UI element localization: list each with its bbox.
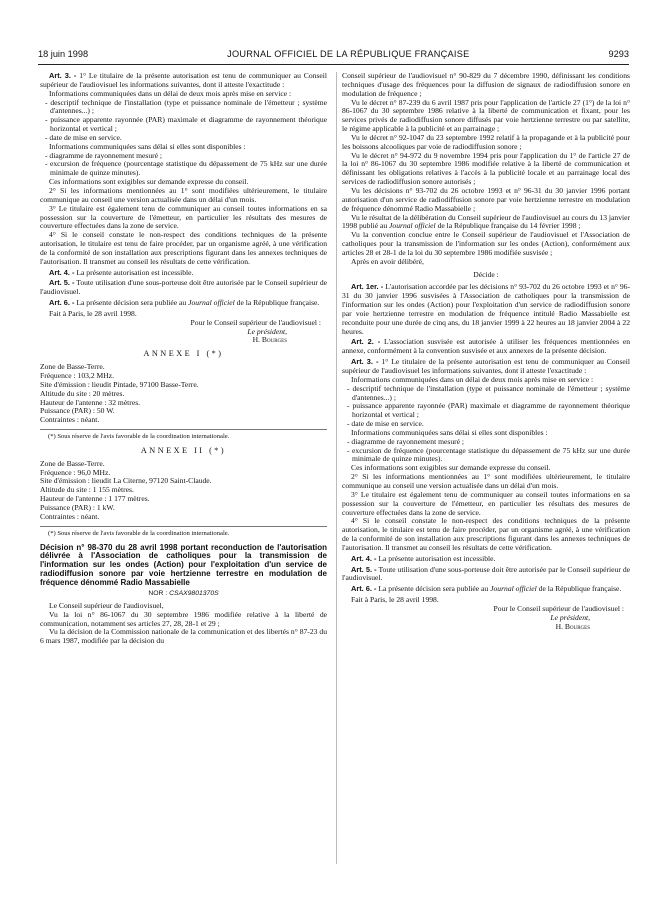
info-item: - puissance apparente rayonnée (PAR) maximale et diagramme de rayonnement théorique horizontal et vertical ; [347,401,630,420]
article-6-label: Art. 6. - [351,584,377,594]
article-5-text: Toute utilisation d'une sous-porteuse doit être autorisée par le Conseil supérieur de l'audiovisuel. [40,278,327,297]
article-5-label: Art. 5. - [351,564,377,574]
decide-heading: Décide : [473,269,499,279]
info-intro: Informations communiquées dans un délai de deux mois après mise en service : [49,88,292,98]
article-4-label: Art. 4. - [49,267,75,277]
article-2-label: Art. 2. - [351,337,381,347]
annex-2-title: ANNEXE II (*) [140,445,227,455]
vu-decret-94-972: Vu le décret n° 94-972 du 9 novembre 1994 pris pour l'application du 1° de l'article 27 de la loi n° 86-1067 du 30 septembre 1986 modifiée relative à la liberté de communication et définissant les obligations relatives à l'accès à la publicité locale et au parrainage local des services de radiodiffusion sonore autorisés ; [342,150,630,187]
nor-code: CSAX9801370S [169,590,219,598]
nor-label: NOR : [148,590,168,598]
article-4-text: La présente autorisation est incessible. [76,267,194,277]
conseil-intro: Le Conseil supérieur de l'audiovisuel, [49,600,164,610]
annex-2-line: Zone de Basse-Terre. [40,458,105,468]
annex-2-footnote: (*) Sous réserve de l'avis favorable de la coordination internationale. [48,529,230,537]
article-5-label: Art. 5. - [49,278,75,288]
journal-officiel-ref: Journal officiel [188,298,235,308]
annex-1-line: Altitude du site : 20 mètres. [40,388,125,398]
para-2: 2° Si les informations mentionnées au 1° sont modifiées ultérieurement, le titulaire communique au conseil une version actualisée dans un délai d'un mois. [40,185,327,204]
annex-1-line: Puissance (PAR) : 50 W. [40,406,115,416]
annex-1-title: ANNEXE I (*) [143,349,224,359]
continued-paragraph: Conseil supérieur de l'audiovisuel n° 90-829 du 7 décembre 1990, définissant les conditions techniques d'usage des fréquences pour la diffusion de signaux de radiodiffusion sonore en modulation de fréquence ; [342,71,630,98]
article-6-text-b: de la République française. [538,584,622,594]
article-6-text-b: de la République française. [236,298,320,308]
annex-1-line: Zone de Basse-Terre. [40,362,105,372]
annex-1-line: Fréquence : 103,2 MHz. [40,371,115,380]
para-3: 3° Le titulaire est également tenu de communiquer au conseil toutes informations en sa possession sur la couverture de l'émetteur, en particulier les résultats des mesures de couverture effectuées dans la zone de service. [342,489,630,517]
annex-2-line: Fréquence : 96,0 MHz. [40,467,111,477]
le-president: Le président, [550,612,590,622]
article-4-label: Art. 4. - [351,553,377,563]
fait-a-paris: Fait à Paris, le 28 avril 1998. [351,595,439,605]
fait-a-paris: Fait à Paris, le 28 avril 1998. [49,308,137,318]
para-2: 2° Si les informations mentionnées au 1° sont modifiées ultérieurement, le titulaire communique au conseil une version actualisée dans un délai d'un mois. [342,472,630,490]
article-3-label: Art. 3. - [351,357,379,367]
info2-item: - diagramme de rayonnement mesuré ; [347,436,465,446]
info2-item: - excursion de fréquence (pourcentage statistique du dépassement de 75 kHz sur une durée minimale de quinze minutes). [347,445,630,464]
article-3-paragraph [40,72,327,90]
vu-decret-92-1047: Vu le décret n° 92-1047 du 23 septembre 1992 relatif à la propagande et à la publicité pour les boissons alcooliques par voie de radiodiffusion sonore ; [342,132,630,151]
annex-1-line: Contraintes : néant. [40,415,100,425]
vu-resultat-text-a: Vu le résultat de la délibération du Conseil supérieur de l'audiovisuel au cours du 13 janvier 1998 publié au [342,212,630,231]
vu-decision-cncl: Vu la décision de la Commission nationale de la communication et des libertés n° 87-23 du 6 mars 1987, modifiée par la décision du [40,627,327,646]
article-6-paragraph [40,299,327,308]
article-5-paragraph [40,279,327,297]
info-item: - descriptif technique de l'installation (type et puissance nominale de l'émetteur ; système d'antennes...) ; [347,383,630,402]
column-divider [336,72,337,864]
nor-reference [40,590,327,599]
article-6-text-a: La présente décision sera publiée au [378,584,489,594]
info-item: - descriptif technique de l'installation (type et puissance nominale de l'émetteur ; système d'antennes...) ; [45,97,327,116]
vu-decret-87-239: Vu le décret n° 87-239 du 6 avril 1987 pris pour l'application de l'article 27 (1°) de la loi n° 86-1067 du 30 septembre 1986 relative à la liberté de communication et fixant, pour les services privés de radiodiffusion sonore diffusés par voie hertzienne terrestre ou par satellite, le régime applicable à la publicité et au parrainage ; [342,97,630,134]
article-4-paragraph [342,555,630,564]
annex-2-line: Contraintes : néant. [40,511,100,521]
article-4-text: La présente autorisation est incessible. [378,553,496,563]
article-5-paragraph [342,566,630,584]
le-president: Le président, [247,326,287,336]
decision-title: Décision n° 98-370 du 28 avril 1998 portant reconduction de l'autorisation délivrée à l'Association de catholiques pour la transmission de l'information sur les ondes (Action) pour l'exploitation d'un service de radiodiffusion sonore par voie hertzienne terrestre en modulation de fréquence dénommé Radio Massabielle [40,542,327,588]
journal-officiel-ref: Journal officiel [389,221,436,231]
pour-le-conseil: Pour le Conseil supérieur de l'audiovisuel : [493,603,624,613]
annex-1-line: Site d'émission : lieudit Pintade, 97100 Basse-Terre. [40,379,199,389]
para-3: 3° Le titulaire est également tenu de communiquer au conseil toutes informations en sa possession sur la couverture de l'émetteur, en particulier les résultats des mesures de couverture effectuées dans la zone de service. [40,203,327,231]
annex-1-footnote: (*) Sous réserve de l'avis favorable de la coordination internationale. [48,433,230,441]
article-1-paragraph [342,283,630,336]
info2-intro: Informations communiquées sans délai si elles sont disponibles : [351,427,548,437]
vu-resultat-text-b: de la République française du 14 février 1998 ; [437,221,581,231]
article-2-text: L'association susvisée est autorisée à utiliser les fréquences mentionnées en annexe, conformément à la convention susvisée et aux annexes de la présente décision. [342,337,630,356]
vu-resultat-deliberation [342,214,630,232]
article-6-label: Art. 6. - [49,298,75,308]
annex-2-line: Hauteur de l'antenne : 1 177 mètres. [40,494,150,504]
page-header [38,49,629,63]
apres-deliberation: Après en avoir délibéré, [351,256,424,266]
info-item: - date de mise en service. [45,132,122,142]
signature: H. Bourges [252,335,287,345]
para-exigibles: Ces informations sont exigibles sur demande expresse du conseil. [351,463,551,473]
article-1-text: L'autorisation accordée par les décisions n° 93-702 du 26 octobre 1993 et n° 96-31 du 30 janvier 1996 susvisées à l'Association de catholiques pour la transmission de l'information sur les ondes (Action) pour l'exploitation d'un service de radiodiffusion sonore par voie hertzienne terrestre en modulation de fréquence intitulé Radio Massabielle est reconduite pour une durée de cinq ans, du 18 janvier 1999 à 22 heures au 18 janvier 2004 à 22 heures. [342,282,630,336]
pour-le-conseil: Pour le Conseil supérieur de l'audiovisuel : [190,317,321,327]
annex-1-separator [40,429,327,430]
info-intro: Informations communiquées dans un délai de deux mois après mise en service : [351,374,594,384]
vu-decisions-93-702: Vu les décisions n° 93-702 du 26 octobre 1993 et n° 96-31 du 30 janvier 1996 portant autorisation d'un service de radiodiffusion sonore par voie hertzienne terrestre en modulation de fréquence dénommé Radio Massabielle ; [342,185,630,213]
article-3-text: 1° Le titulaire de la présente autorisation est tenu de communiquer au Conseil supérieur de l'audiovisuel les informations suivantes, dont il atteste l'exactitude : [342,357,631,375]
article-3-paragraph [342,358,630,376]
para-exigibles: Ces informations sont exigibles sur demande expresse du conseil. [49,177,249,187]
annex-1-line: Hauteur de l'antenne : 32 mètres. [40,397,141,407]
header-rule [38,64,629,65]
right-column [342,72,630,631]
article-3-label: Art. 3. - [49,71,77,80]
info-item: - date de mise en service. [347,419,424,429]
info-item: - puissance apparente rayonnée (PAR) maximale et diagramme de rayonnement théorique horizontal et vertical ; [45,115,327,134]
article-2-paragraph [342,338,630,356]
left-column [40,72,327,646]
header-journal-title: JOURNAL OFFICIEL DE LA RÉPUBLIQUE FRANÇAISE [227,49,470,59]
header-date: 18 juin 1998 [38,49,89,59]
signature: H. Bourges [555,621,590,631]
vu-loi: Vu la loi n° 86-1067 du 30 septembre 1986 modifiée relative à la liberté de communication, notamment ses articles 27, 28, 28-1 et 29 ; [40,609,327,628]
article-6-paragraph [342,585,630,594]
annex-2-line: Altitude du site : 1 155 mètres. [40,485,134,495]
info2-item: - excursion de fréquence (pourcentage statistique du dépassement de 75 kHz sur une durée minimale de quinze minutes). [45,159,327,178]
article-5-text: Toute utilisation d'une sous-porteuse doit être autorisée par le Conseil supérieur de l'audiovisuel. [342,564,630,583]
annex-2-line: Site d'émission : lieudit La Citerne, 97120 Saint-Claude. [40,476,212,486]
article-3-text: 1° Le titulaire de la présente autorisation est tenu de communiquer au Conseil supérieur de l'audiovisuel les informations suivantes, dont il atteste l'exactitude : [40,71,327,89]
header-page-number: 9293 [608,49,629,59]
article-6-text-a: La présente décision sera publiée au [76,298,187,308]
vu-convention: Vu la convention conclue entre le Conseil supérieur de l'audiovisuel et l'Association de catholiques pour la transmission de l'information sur les ondes (Action), conformément aux articles 28 et 28-1 de la loi du 30 septembre 1986 modifiée susvisée ; [342,230,630,257]
journal-officiel-ref: Journal officiel [490,584,537,594]
article-4-paragraph [40,269,327,278]
info2-intro: Informations communiquées sans délai si elles sont disponibles : [49,141,246,151]
para-4: 4° Si le conseil constate le non-respect des conditions techniques de la présente autorisation, le titulaire est tenu de faire procéder, par un organisme agréé, à une vérification de la conformité de son installation aux prescriptions figurant dans les annexes techniques de l'autorisation. Il transmet au conseil les résultats de cette vérification. [342,516,630,552]
info2-item: - diagramme de rayonnement mesuré ; [45,150,163,160]
annex-2-separator [40,526,327,527]
para-4: 4° Si le conseil constate le non-respect des conditions techniques de la présente autorisation, le titulaire est tenu de faire procéder, par un organisme agréé, à une vérification de la conformité de son installation aux prescriptions figurant dans les annexes techniques de l'autorisation. Il transmet au conseil les résultats de cette vérification. [40,230,327,266]
annex-2-line: Puissance (PAR) : 1 kW. [40,502,115,512]
article-1-label: Art. 1er. - [351,282,384,292]
